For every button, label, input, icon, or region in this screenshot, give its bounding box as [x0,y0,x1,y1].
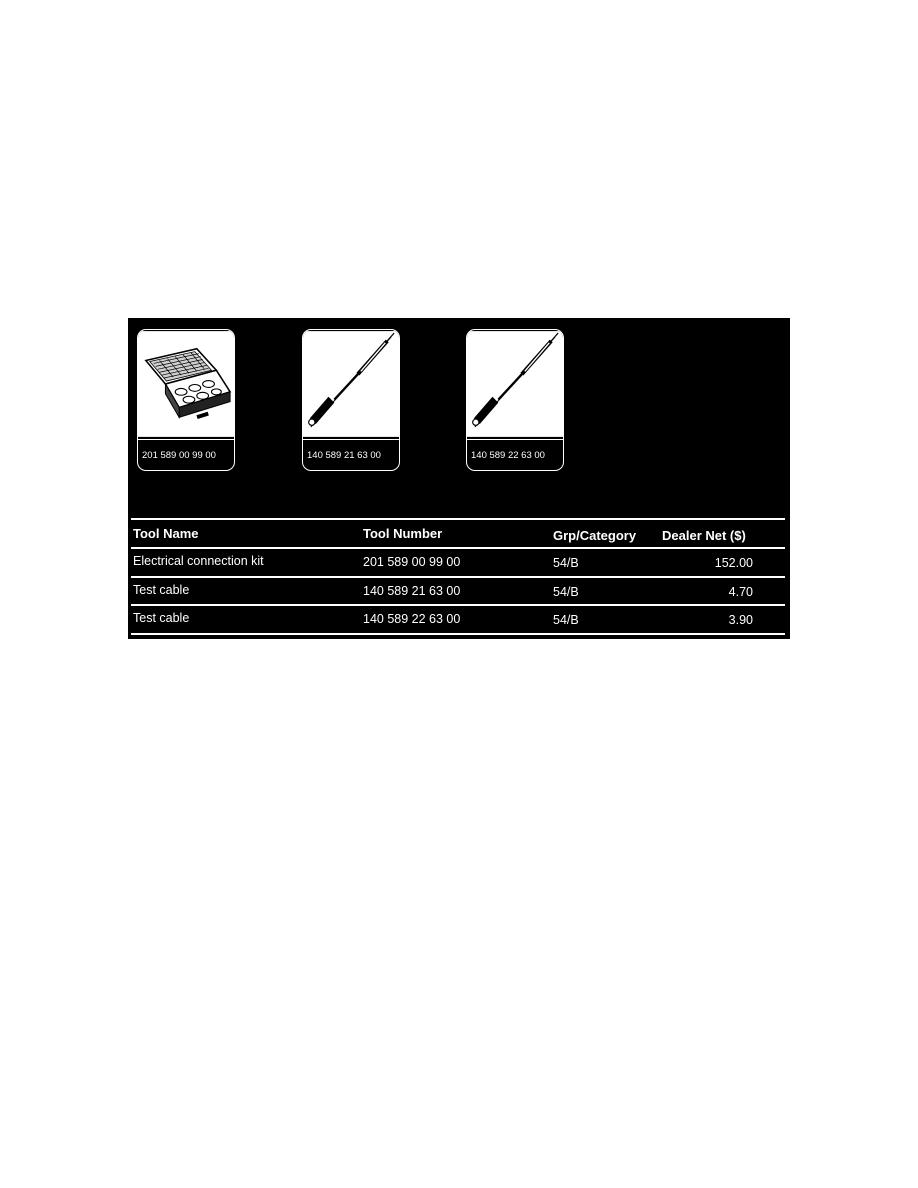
table-rule [131,547,785,549]
header-grp-category: Grp/Category [553,528,637,543]
row-category: 54/B [553,585,579,599]
row-tool-name: Test cable [133,611,190,625]
header-dealer-net: Dealer Net ($) [662,528,746,543]
row-category: 54/B [553,556,579,570]
test-cable-icon [467,330,563,438]
table-rule [131,518,785,520]
row-price: 152.00 [714,556,753,570]
header-tool-number: Tool Number [363,526,443,541]
row-tool-number: 140 589 22 63 00 [363,612,461,626]
header-tool-name: Tool Name [133,526,199,541]
tool-card-connection-kit [137,329,235,471]
toolkit-case-icon [138,330,234,438]
special-tools-panel [128,318,790,639]
tool-number-label: 140 589 22 63 00 [467,439,563,471]
row-category: 54/B [553,613,579,627]
row-tool-name: Electrical connection kit [133,554,264,568]
table-rule [131,576,785,578]
table-rule [131,633,785,635]
test-cable-icon [303,330,399,438]
row-price: 4.70 [728,585,753,599]
table-rule [131,604,785,606]
row-tool-number: 201 589 00 99 00 [363,555,461,569]
row-tool-number: 140 589 21 63 00 [363,584,461,598]
tool-card-test-cable-22 [466,329,564,471]
tool-card-test-cable-21 [302,329,400,471]
tool-number-label: 140 589 21 63 00 [303,439,399,471]
row-price: 3.90 [728,613,753,627]
tool-number-label: 201 589 00 99 00 [138,439,234,471]
row-tool-name: Test cable [133,583,190,597]
